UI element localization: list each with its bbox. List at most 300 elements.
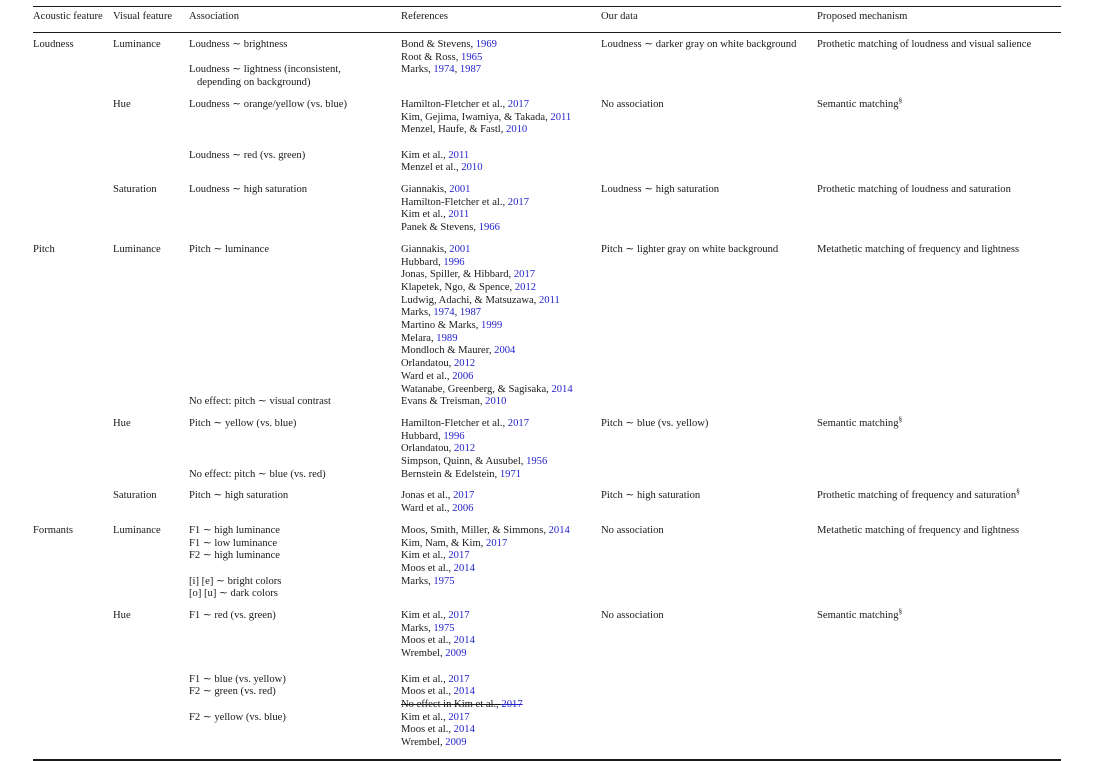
cell-line [601,184,809,197]
reference-year-link[interactable]: 1999 [481,320,503,332]
text-segment: Loudness ∼ orange/yellow (vs. blue) [189,98,348,110]
cell-line [189,99,393,112]
reference-year-link[interactable]: 1975 [433,575,455,587]
table-header [33,7,1061,33]
cell-line [113,39,181,52]
cell-line [189,456,393,469]
text-segment: No effect: pitch ∼ blue (vs. red) [189,468,326,480]
cell-line [401,712,593,725]
text-segment: , [454,64,460,76]
text-segment: Giannakis, [401,243,450,255]
text-segment: Loudness [33,39,74,50]
cell-line [401,661,593,674]
reference-year-link[interactable]: 1969 [475,39,497,50]
cell-line [189,371,393,384]
cell-references [401,184,601,244]
cell-our-data [601,490,817,524]
text-segment: F1 ∼ high luminance [189,524,280,536]
text-segment: F1 ∼ blue (vs. yellow) [189,673,286,685]
cell-line [601,99,809,112]
cell-line [401,209,593,222]
cell-line [189,443,393,456]
cell-line [817,486,1053,503]
cell-proposed-mechanism [817,606,1061,760]
cell-line [189,538,393,551]
reference-year-link[interactable]: 1965 [461,51,483,63]
text-segment: Orlandatou, [401,358,454,370]
text-segment: Hamilton-Fletcher et al., [401,196,508,208]
text-segment: Hue [113,98,131,110]
cell-our-data [601,525,817,610]
cell-line [189,525,393,538]
text-segment: Moos et al., [401,724,454,736]
cell-line [189,39,393,52]
text-segment: No association [601,524,664,536]
text-segment: Mondloch & Maurer, [401,345,495,357]
cell-line [189,563,393,576]
text-segment: Ward et al., [401,370,453,382]
text-segment: Semantic matching [817,417,899,429]
cell-visual-feature [113,490,189,524]
cell-line [401,137,593,150]
cell-line [401,282,593,295]
text-segment: Martino & Marks, [401,320,482,332]
cell-acoustic-feature [33,244,113,418]
reference-year-link[interactable]: 2009 [445,737,467,749]
cell-line [189,686,393,699]
text-segment: F2 ∼ green (vs. red) [189,686,276,698]
table-row [33,244,1061,418]
text-segment: , [454,307,460,319]
cell-line [33,525,105,538]
text-segment: Kim, Gejima, Iwamiya, & Takada, [401,111,551,123]
col-header-proposed-mechanism: Proposed mechanism [817,7,1061,33]
text-segment: Panek & Stevens, [401,222,479,234]
cell-visual-feature [113,244,189,418]
reference-year-link[interactable]: 2017 [501,698,523,710]
cell-line [189,550,393,563]
reference-year-link[interactable]: 2017 [507,417,529,429]
cell-line [113,525,181,538]
reference-year-link[interactable]: 2004 [494,345,516,357]
cell-visual-feature [113,418,189,491]
cell-line [817,244,1053,257]
cell-acoustic-feature [33,490,113,524]
header-row [33,7,1061,33]
cell-acoustic-feature [33,99,113,184]
cell-line [401,124,593,137]
text-segment: Menzel, Haufe, & Fastl, [401,124,507,136]
cell-line [401,610,593,623]
cell-line [401,674,593,687]
cell-line [401,525,593,538]
cell-association [189,99,401,184]
cell-acoustic-feature [33,33,113,99]
cell-line [817,184,1053,197]
cell-line [189,383,393,396]
cell-line [401,648,593,661]
reference-year-link[interactable]: 2017 [453,490,475,502]
cell-proposed-mechanism [817,414,1061,491]
text-segment: Watanabe, Greenberg, & Sagisaka, [401,383,552,395]
cell-references [401,99,601,184]
text-segment: Hue [113,417,131,429]
reference-year-link[interactable]: 1989 [436,332,458,344]
cell-line [189,52,393,65]
reference-year-link[interactable]: 2017 [448,610,470,622]
cell-line [401,345,593,358]
reference-year-link[interactable]: 2014 [453,686,475,698]
cell-association [189,184,401,244]
cell-line [401,52,593,65]
cell-line [401,418,593,431]
reference-year-link[interactable]: 2006 [452,503,474,515]
col-header-acoustic-feature: Acoustic feature [33,7,113,33]
text-segment: § [898,606,903,616]
text-segment: Prothetic matching of loudness and saturation [817,184,1011,195]
reference-year-link[interactable]: 2012 [453,443,476,455]
cell-line [113,490,181,503]
cell-proposed-mechanism [817,244,1061,418]
cell-line [401,503,593,516]
text-segment: Hamilton-Fletcher et al., [401,417,508,429]
text-segment: Wrembel, [401,737,446,749]
text-segment: Jonas, Spiller, & Hibbard, [401,269,514,281]
table-row [33,184,1061,244]
text-segment: Klapetek, Ngo, & Spence, [401,281,515,293]
reference-year-link[interactable]: 2014 [453,635,475,647]
cell-line [189,257,393,270]
cell-line [817,95,1053,112]
text-segment: Loudness ∼ red (vs. green) [189,149,306,161]
cell-line [401,724,593,737]
cell-line [401,563,593,576]
cell-line [401,384,593,397]
text-segment: No association [601,98,664,110]
cell-our-data [601,184,817,244]
text-segment: Saturation [113,184,157,195]
cell-line [189,64,393,77]
text-segment: Evans & Treisman, [401,396,486,408]
cell-line [401,469,593,482]
cell-line [817,39,1053,52]
cell-line [401,197,593,210]
cell-line [401,538,593,551]
cell-line [401,635,593,648]
text-segment: Semantic matching [817,610,899,622]
cell-line [113,99,181,112]
text-segment: § [898,414,903,424]
text-segment: No association [601,610,664,622]
cell-line [401,162,593,175]
cell-line [189,333,393,346]
text-segment: Formants [33,524,74,536]
text-segment: Moos et al., [401,686,454,698]
cell-line [401,269,593,282]
text-segment: Metathetic matching of frequency and lightness [817,243,1020,255]
cell-our-data [601,610,817,760]
cell-line [189,490,393,503]
cell-acoustic-feature [33,184,113,244]
text-segment: Ward et al., [401,503,453,515]
cell-line [113,244,181,257]
cell-line [401,371,593,384]
cell-references [401,244,601,418]
cell-association [189,490,401,524]
cell-visual-feature [113,33,189,99]
cell-line [113,418,181,431]
reference-year-link[interactable]: 1975 [433,622,455,634]
cell-line [401,550,593,563]
reference-year-link[interactable]: 2010 [506,124,528,136]
col-header-visual-feature: Visual feature [113,7,189,33]
reference-year-link[interactable]: 2010 [461,162,483,174]
cell-line [401,307,593,320]
cell-line [189,712,393,725]
cell-association [189,33,401,99]
reference-year-link[interactable]: 2017 [448,550,470,562]
cell-line [401,333,593,346]
reference-year-link[interactable]: 2014 [453,724,475,736]
reference-year-link[interactable]: 2001 [449,243,471,255]
text-segment: Loudness ∼ lightness (inconsistent, [189,64,341,76]
text-segment: Kim et al., [401,711,449,723]
text-segment: Luminance [113,524,161,536]
cell-our-data [601,244,817,418]
cell-line [189,358,393,371]
reference-year-link[interactable]: 1956 [526,456,548,468]
cell-line [189,588,393,601]
cell-line [189,648,393,661]
reference-year-link[interactable]: 2017 [486,537,508,549]
cell-line [601,39,809,52]
text-segment: Kim et al., [401,149,449,161]
cell-line [601,610,809,623]
reference-year-link[interactable]: 2001 [449,184,471,195]
reference-year-link[interactable]: 2014 [548,524,570,536]
cell-proposed-mechanism [817,95,1061,184]
text-segment: Hamilton-Fletcher et al., [401,98,508,110]
text-segment: Hubbard, [401,430,444,442]
col-header-our-data: Our data [601,7,817,33]
text-segment: Pitch [33,243,55,255]
cell-line [401,456,593,469]
text-segment: Wrembel, [401,648,446,660]
text-segment: Bernstein & Edelstein, [401,468,500,480]
cell-line [401,257,593,270]
reference-year-link[interactable]: 2017 [507,98,529,110]
cell-visual-feature [113,99,189,184]
text-segment: depending on background) [189,77,311,89]
cell-line [189,345,393,358]
cell-line [33,39,105,52]
text-segment: Hubbard, [401,256,444,268]
table-row [33,525,1061,610]
text-segment: Marks, [401,622,434,634]
cell-line [401,295,593,308]
text-segment: Pitch ∼ high saturation [601,490,701,502]
text-segment: Menzel et al., [401,162,462,174]
col-header-association: Association [189,7,401,33]
reference-year-link[interactable]: 2014 [551,383,573,395]
text-segment: Kim et al., [401,610,449,622]
cell-line [189,124,393,137]
reference-year-link[interactable]: 1974 [433,64,455,76]
cell-line [189,418,393,431]
text-segment: Root & Ross, [401,51,462,63]
cell-line [189,469,393,482]
correspondence-table [33,6,1061,761]
table-body [33,33,1061,760]
cell-line [601,244,809,257]
cell-line [401,737,593,750]
reference-year-link[interactable]: 2017 [448,711,470,723]
cell-line [817,606,1053,623]
cell-line [189,623,393,636]
cell-line [401,99,593,112]
text-segment: Prothetic matching of loudness and visual salience [817,39,1032,50]
col-header-references: References [401,7,601,33]
text-segment: Kim et al., [401,550,449,562]
text-segment: Metathetic matching of frequency and lightness [817,524,1020,536]
cell-visual-feature [113,184,189,244]
cell-line [817,525,1053,538]
cell-line [401,39,593,52]
cell-our-data [601,33,817,99]
reference-year-link[interactable]: 1974 [433,307,455,319]
cell-association [189,244,401,418]
cell-line [113,610,181,623]
table-row [33,490,1061,524]
reference-year-link[interactable]: 2011 [448,209,470,221]
text-segment: Marks, [401,307,434,319]
cell-line [401,431,593,444]
cell-association [189,525,401,610]
reference-year-link[interactable]: 2006 [452,370,474,382]
cell-references [401,525,601,610]
cell-line [189,295,393,308]
text-segment: Kim et al., [401,209,449,221]
text-segment: Jonas et al., [401,490,454,502]
text-segment: F2 ∼ high luminance [189,550,280,562]
text-segment: Marks, [401,575,434,587]
reference-year-link[interactable]: 1996 [443,256,465,268]
reference-year-link[interactable]: 2014 [453,562,475,574]
cell-our-data [601,99,817,184]
reference-year-link[interactable]: 2012 [514,281,537,293]
cell-line [189,699,393,712]
cell-line [401,222,593,235]
cell-references [401,33,601,99]
cell-line [189,307,393,320]
cell-proposed-mechanism [817,184,1061,244]
reference-year-link[interactable]: 1971 [499,468,522,480]
cell-visual-feature [113,610,189,760]
text-segment: Moos et al., [401,635,454,647]
text-segment: F2 ∼ yellow (vs. blue) [189,711,286,723]
text-segment: § [1016,486,1020,496]
cell-our-data [601,418,817,491]
cell-line [189,150,393,163]
cell-association [189,418,401,491]
cell-proposed-mechanism [817,33,1061,99]
cell-line [401,150,593,163]
cell-line [601,490,809,503]
cell-acoustic-feature [33,525,113,610]
cell-line [401,320,593,333]
reference-year-link[interactable]: 2017 [507,196,529,208]
cell-visual-feature [113,525,189,610]
reference-year-link[interactable]: 2011 [538,294,560,306]
text-segment: Pitch ∼ high saturation [189,490,289,502]
reference-year-link[interactable]: 2011 [448,149,470,161]
cell-line [189,282,393,295]
reference-year-link[interactable]: 1987 [459,307,482,319]
reference-year-link[interactable]: 2017 [448,673,470,685]
text-segment: Pitch ∼ blue (vs. yellow) [601,417,709,429]
cell-line [189,244,393,257]
cell-line [113,184,181,197]
cell-line [189,77,393,90]
cell-line [189,112,393,125]
cell-line [401,699,593,712]
text-segment: Pitch ∼ yellow (vs. blue) [189,417,297,429]
cell-line [401,358,593,371]
text-segment: Loudness ∼ darker gray on white background [601,39,797,50]
table-row [33,99,1061,184]
cell-references [401,490,601,524]
table-row [33,418,1061,491]
text-segment: Kim, Nam, & Kim, [401,537,487,549]
cell-line [401,244,593,257]
cell-line [189,184,393,197]
cell-line [601,525,809,538]
reference-year-link[interactable]: 1987 [459,64,482,76]
text-segment: Pitch ∼ lighter gray on white background [601,243,779,255]
text-segment: § [898,95,903,105]
reference-year-link[interactable]: 2009 [445,648,467,660]
text-segment: [o] [u] ∼ dark colors [189,588,278,600]
text-segment: Saturation [113,490,157,502]
text-segment: [i] [e] ∼ bright colors [189,575,282,587]
cell-line [189,137,393,150]
cell-line [189,661,393,674]
reference-year-link[interactable]: 2010 [485,396,507,408]
text-segment: F1 ∼ low luminance [189,537,278,549]
cell-line [401,112,593,125]
cell-line [401,623,593,636]
cell-line [189,635,393,648]
text-segment: Ludwig, Adachi, & Matsuzawa, [401,294,539,306]
cell-line [189,320,393,333]
cell-line [189,431,393,444]
text-segment: Luminance [113,243,161,255]
reference-year-link[interactable]: 2011 [550,111,572,123]
reference-year-link[interactable]: 2012 [453,358,476,370]
reference-year-link[interactable]: 1966 [478,222,500,234]
text-segment: No effect: pitch ∼ visual contrast [189,396,331,408]
text-segment: Semantic matching [817,98,899,110]
reference-year-link[interactable]: 1996 [443,430,465,442]
cell-line [33,244,105,257]
cell-line [401,686,593,699]
reference-year-link[interactable]: 2017 [513,269,536,281]
cell-acoustic-feature [33,418,113,491]
text-segment: Luminance [113,39,161,50]
cell-proposed-mechanism [817,525,1061,610]
cell-line [401,576,593,589]
cell-references [401,418,601,491]
